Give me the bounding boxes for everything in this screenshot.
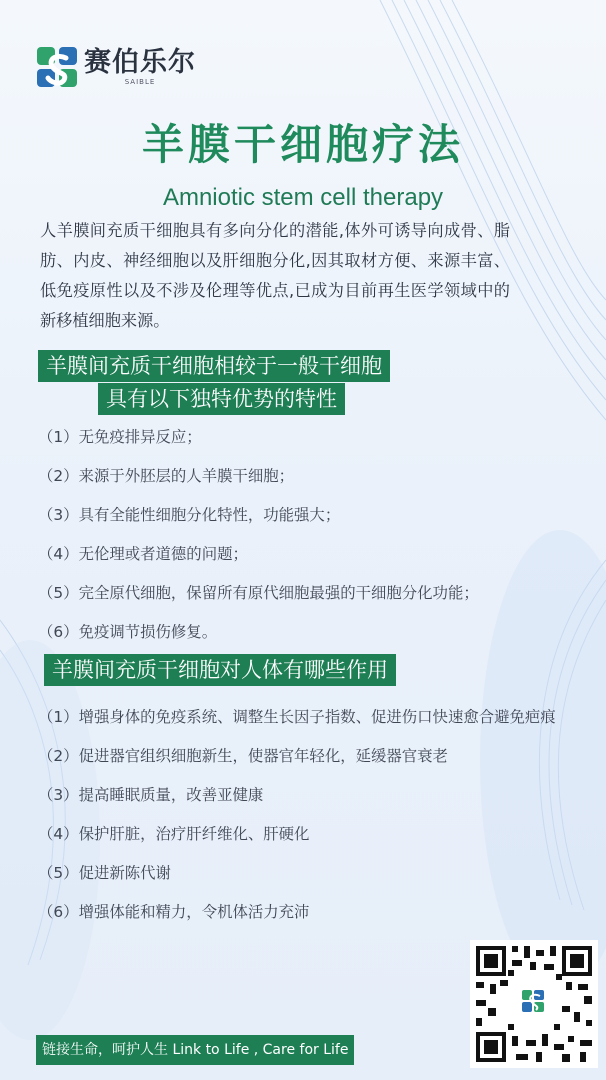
- qr-code-icon: [470, 940, 598, 1068]
- list-item: （3）提高睡眠质量，改善亚健康: [38, 786, 264, 804]
- list-item: （6）免疫调节损伤修复。: [38, 623, 218, 641]
- list-item: （2）促进器官组织细胞新生，使器官年轻化，延缓器官衰老: [38, 747, 448, 765]
- section1-heading-line1: 羊膜间充质干细胞相较于一般干细胞: [38, 350, 390, 382]
- effects-list: [38, 700, 558, 934]
- list-item: （5）完全原代细胞，保留所有原代细胞最强的干细胞分化功能；: [38, 584, 479, 602]
- qr-code[interactable]: [470, 940, 598, 1068]
- section2-heading: 羊膜间充质干细胞对人体有哪些作用: [44, 654, 396, 686]
- list-item: （2）来源于外胚层的人羊膜干细胞；: [38, 467, 295, 485]
- intro-paragraph: 人羊膜间充质干细胞具有多向分化的潜能,体外可诱导向成骨、脂肪、内皮、神经细胞以及肝细胞分化,因其取材方便、来源丰富、低免疫原性以及不涉及伦理等优点,已成为目前再生医学领域中的新移植细胞来源。: [40, 221, 510, 330]
- section1-heading-line2: 具有以下独特优势的特性: [98, 383, 345, 415]
- brand-sub: SAIBLE: [124, 78, 156, 86]
- list-item: （1）增强身体的免疫系统、调整生长因子指数、促进伤口快速愈合避免疤痕: [38, 708, 556, 726]
- brand-logo: [36, 46, 196, 88]
- list-item: （4）保护肝脏，治疗肝纤维化、肝硬化: [38, 825, 310, 843]
- advantages-list: [38, 418, 578, 652]
- brand-text: [84, 48, 196, 86]
- page-subtitle: Amniotic stem cell therapy: [162, 184, 444, 211]
- brand-name: 赛伯乐尔: [84, 47, 196, 78]
- footer-slogan: 链接生命，呵护人生 Link to Life , Care for Life: [36, 1035, 354, 1065]
- list-item: （6）增强体能和精力，令机体活力充沛: [38, 903, 310, 921]
- page-title: 羊膜干细胞疗法: [141, 120, 464, 169]
- list-item: （1）无免疫排异反应；: [38, 428, 202, 446]
- list-item: （4）无伦理或者道德的问题；: [38, 545, 248, 563]
- list-item: （5）促进新陈代谢: [38, 864, 171, 882]
- list-item: （3）具有全能性细胞分化特性，功能强大；: [38, 506, 341, 524]
- saible-logo-icon: [36, 46, 78, 88]
